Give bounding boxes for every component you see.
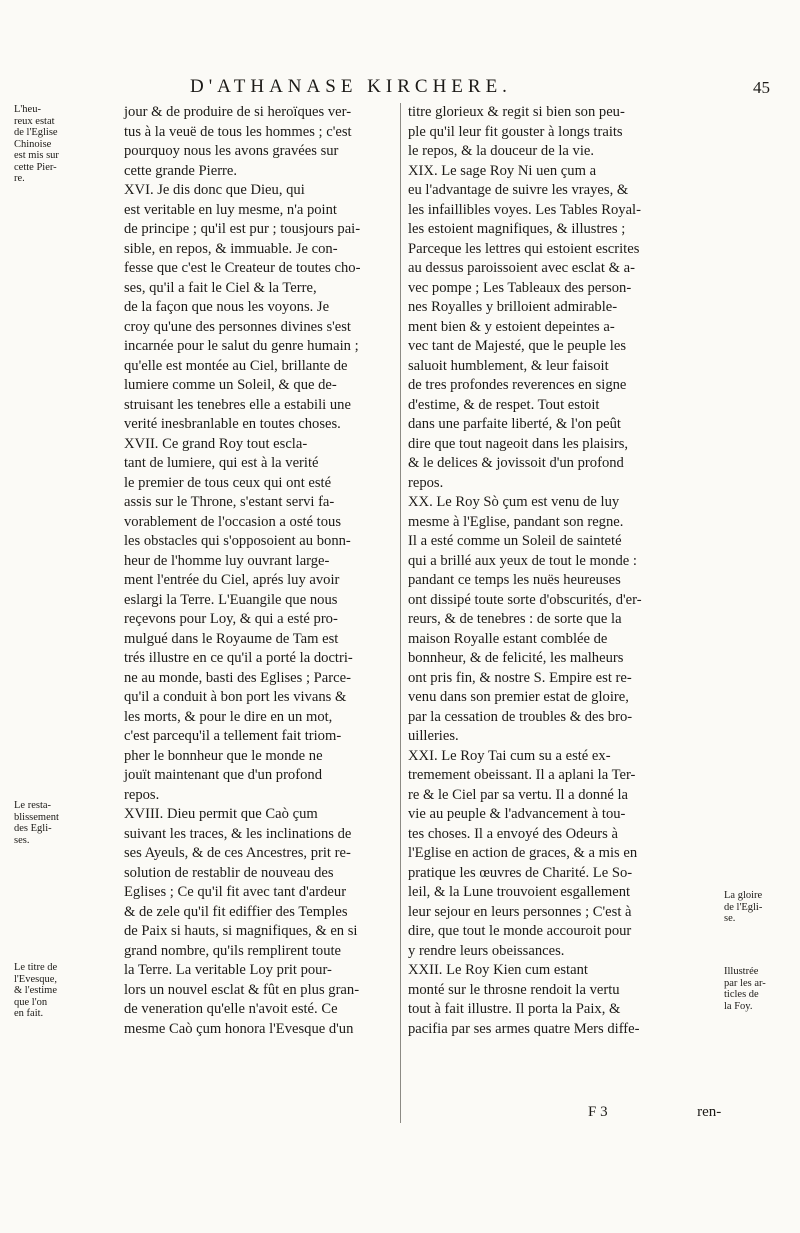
text-line: jouït maintenant que d'un profond — [124, 767, 322, 783]
text-line: maison Royalle estant comblée de — [408, 630, 608, 647]
text-line: pher le bonnheur que le monde ne — [124, 747, 323, 764]
text-line: mesme à l'Eglise, pandant son regne. — [408, 513, 624, 530]
text-line: & de zele qu'il fit ediffier des Temples — [124, 903, 348, 920]
margin-note-line: se. — [724, 913, 736, 924]
text-line: qu'il a conduit à bon port les vivans & — [124, 689, 347, 705]
margin-note-line: des Egli- — [14, 823, 52, 834]
page-footer — [588, 1104, 721, 1121]
column-rule — [400, 103, 401, 1123]
text-line: XXII. Le Roy Kien cum estant — [408, 962, 588, 978]
text-line: y rendre leurs obeissances. — [408, 942, 565, 959]
text-line: XXI. Le Roy Tai cum su a esté ex- — [408, 747, 611, 764]
text-line: d'estime, & de respet. Tout estoit — [408, 396, 600, 413]
margin-note-line: reux estat — [14, 115, 55, 127]
text-line: pratique les œuvres de Charité. Le So- — [408, 864, 633, 881]
text-line: dire, que tout le monde accouroit pour — [408, 923, 632, 939]
text-line: est veritable en luy mesme, n'a point — [124, 201, 337, 218]
text-line: leil, & la Lune trouvoient esgallement — [408, 884, 631, 900]
text-line: Parceque les lettres qui estoient escrites — [408, 240, 640, 257]
text-line: c'est parcequ'il a tellement fait triom- — [124, 728, 342, 744]
text-line: XVIII. Dieu permit que Caò çum — [124, 806, 318, 822]
margin-note-line: ticles de — [724, 989, 759, 1000]
text-line: heur de l'homme luy ouvrant large- — [124, 552, 330, 569]
text-line: XVII. Ce grand Roy tout escla- — [124, 435, 308, 452]
text-line: leur sejour en leurs personnes ; C'est à — [408, 903, 632, 920]
text-line: nes Royalles y brilloient admirable- — [408, 299, 618, 315]
margin-note-line: & l'estime — [14, 985, 58, 996]
margin-note-line: par les ar- — [724, 977, 766, 989]
text-line: ne au monde, basti des Eglises ; Parce- — [124, 669, 351, 686]
text-line: vec tant de Majesté, que le peuple les — [408, 338, 627, 354]
right-text-column — [408, 103, 662, 1039]
catchword: ren- — [697, 1104, 722, 1120]
margin-note-line: que l'on — [14, 996, 48, 1008]
margin-note-line: Chinoise — [14, 138, 52, 150]
text-line: trés illustre en ce qu'il a porté la doctri- — [124, 650, 353, 666]
margin-note-line: Illustrée — [724, 966, 759, 977]
text-line: lumiere comme un Soleil, & que de- — [124, 377, 337, 393]
text-line: de veneration qu'elle n'avoit esté. Ce — [124, 1001, 338, 1017]
text-line: qu'elle est montée au Ciel, brillante de — [124, 357, 348, 374]
margin-note-line: La gloire — [724, 890, 763, 901]
text-line: vorablement de l'occasion a osté tous — [124, 513, 342, 530]
text-line: bonnheur, & de felicité, les malheurs — [408, 650, 624, 666]
margin-note-line: Le resta- — [14, 800, 52, 811]
text-line: par la cessation de troubles & des bro- — [408, 708, 633, 725]
text-line: ont dissipé toute sorte d'obscurités, d'er- — [408, 591, 642, 608]
text-line: le premier de tous ceux qui ont esté — [124, 474, 332, 491]
running-title: D'ATHANASE KIRCHERE. — [190, 76, 512, 97]
signature-mark: F 3 — [588, 1104, 608, 1120]
text-line: les obstacles qui s'opposoient au bonn- — [124, 533, 351, 549]
margin-note-heureux-estat — [14, 104, 104, 185]
margin-note-line: est mis sur — [14, 150, 59, 161]
text-line: tremement obeissant. Il a aplani la Ter- — [408, 767, 636, 783]
text-line: eu l'advantage de suivre les vrayes, & — [408, 182, 629, 198]
margin-note-line: re. — [14, 173, 25, 184]
text-line: la Terre. La veritable Loy prit pour- — [124, 962, 332, 978]
text-line: struisant les tenebres elle a estabili une — [124, 396, 351, 413]
text-line: repos. — [124, 786, 160, 803]
page-number: 45 — [753, 78, 770, 97]
margin-note-line: de l'Egli- — [724, 901, 763, 913]
text-line: ment l'entrée du Ciel, aprés luy avoir — [124, 572, 340, 588]
text-line: XVI. Je dis donc que Dieu, qui — [124, 182, 305, 198]
text-line: tant de lumiere, qui est à la verité — [124, 455, 319, 471]
text-line: venu dans son premier estat de gloire, — [408, 689, 629, 705]
text-line: pacifia par ses armes quatre Mers diffe- — [408, 1020, 640, 1037]
margin-note-line: Le titre de — [14, 962, 58, 973]
text-line: fesse que c'est le Createur de toutes cho- — [124, 260, 361, 276]
text-line: & le delices & jovissoit d'un profond — [408, 455, 624, 471]
text-line: au dessus paroissoient avec esclat & a- — [408, 260, 635, 276]
margin-note-illustree — [724, 966, 798, 1012]
text-line: l'Eglise en action de graces, & a mis en — [408, 845, 638, 861]
margin-note-line: ses. — [14, 834, 30, 846]
text-line: de Paix si hauts, si magnifiques, & en si — [124, 923, 358, 939]
text-line: vec pompe ; Les Tableaux des person- — [408, 279, 632, 296]
text-line: vie au peuple & l'advancement à tou- — [408, 806, 626, 822]
text-line: ont pris fin, & nostre S. Empire est re- — [408, 669, 632, 686]
text-line: croy qu'une des personnes divines s'est — [124, 318, 351, 335]
text-line: grand nombre, qu'ils remplirent toute — [124, 942, 342, 959]
text-line: re & le Ciel par sa vertu. Il a donné la — [408, 786, 629, 803]
text-line: reçevons pour Loy, & qui a esté pro- — [124, 611, 338, 627]
margin-note-titre-evesque — [14, 962, 104, 1020]
margin-note-restablissement — [14, 800, 104, 846]
text-line: uilleries. — [408, 728, 459, 744]
text-line: verité inesbranlable en toutes choses. — [124, 416, 341, 432]
margin-note-line: l'Evesque, — [14, 973, 58, 985]
text-line: de tres profondes reverences en signe — [408, 377, 627, 393]
running-header — [0, 70, 800, 100]
text-line: ses Ayeuls, & de ces Ancestres, prit re- — [124, 845, 351, 861]
text-line: repos. — [408, 474, 444, 491]
text-line: les estoient magnifiques, & illustres ; — [408, 221, 626, 237]
text-line: de principe ; qu'il est pur ; tousjours pai- — [124, 221, 361, 237]
text-line: cette grande Pierre. — [124, 162, 238, 179]
text-line: dire que tout nageoit dans les plaisirs, — [408, 435, 629, 452]
text-line: tout à fait illustre. Il porta la Paix, & — [408, 1001, 621, 1017]
text-line: ple qu'il leur fit gouster à longs traits — [408, 123, 623, 140]
margin-note-line: L'heu- — [14, 104, 41, 115]
text-line: suivant les traces, & les inclinations de — [124, 825, 352, 842]
text-line: les infaillibles voyes. Les Tables Royal- — [408, 201, 641, 218]
text-line: pandant ce temps les nuës heureuses — [408, 572, 621, 588]
margin-note-gloire-eglise — [724, 890, 798, 925]
text-line: lors un nouvel esclat & fût en plus gran- — [124, 981, 360, 998]
text-line: tes choses. Il a envoyé des Odeurs à — [408, 825, 618, 842]
text-line: tus à la veuë de tous les hommes ; c'est — [124, 123, 352, 140]
text-line: de la façon que nous les voyons. Je — [124, 299, 330, 315]
text-line: titre glorieux & regit si bien son peu- — [408, 104, 625, 120]
text-line: reurs, & de tenebres : de sorte que la — [408, 611, 622, 627]
text-line: dans une parfaite liberté, & l'on peût — [408, 416, 621, 432]
text-line: les morts, & pour le dire en un mot, — [124, 708, 333, 725]
text-line: sible, en repos, & immuable. Je con- — [124, 240, 338, 257]
text-line: solution de restablir de nouveau des — [124, 864, 334, 881]
text-line: pourquoy nous les avons gravées sur — [124, 143, 339, 159]
margin-note-line: cette Pier- — [14, 161, 57, 173]
text-line: monté sur le throsne rendoit la vertu — [408, 981, 620, 998]
text-line: XX. Le Roy Sò çum est venu de luy — [408, 494, 620, 510]
text-line: le repos, & la douceur de la vie. — [408, 143, 594, 159]
text-line: mesme Caò çum honora l'Evesque d'un — [124, 1020, 354, 1037]
margin-note-line: en fait. — [14, 1008, 44, 1019]
text-line: incarnée pour le salut du genre humain ; — [124, 338, 359, 354]
text-line: jour & de produire de si heroïques ver- — [124, 104, 352, 120]
text-line: ment bien & y estoient depeintes a- — [408, 318, 615, 335]
text-line: Eglises ; Ce qu'il fit avec tant d'ardeur — [124, 884, 347, 900]
margin-note-line: la Foy. — [724, 1000, 753, 1012]
margin-note-line: de l'Eglise — [14, 127, 58, 138]
text-line: assis sur le Throne, s'estant servi fa- — [124, 494, 335, 510]
left-text-column — [124, 103, 392, 1039]
text-line: XIX. Le sage Roy Ni uen çum a — [408, 162, 597, 179]
text-line: ses, qu'il a fait le Ciel & la Terre, — [124, 279, 317, 296]
text-line: eslargi la Terre. L'Euangile que nous — [124, 591, 338, 608]
text-line: Il a esté comme un Soleil de sainteté — [408, 533, 622, 549]
text-line: saluoit humblement, & leur faisoit — [408, 357, 609, 374]
margin-note-line: blissement — [14, 811, 59, 823]
text-line: mulgué dans le Royaume de Tam est — [124, 630, 339, 647]
text-line: qui a brillé aux yeux de tout le monde : — [408, 552, 637, 569]
